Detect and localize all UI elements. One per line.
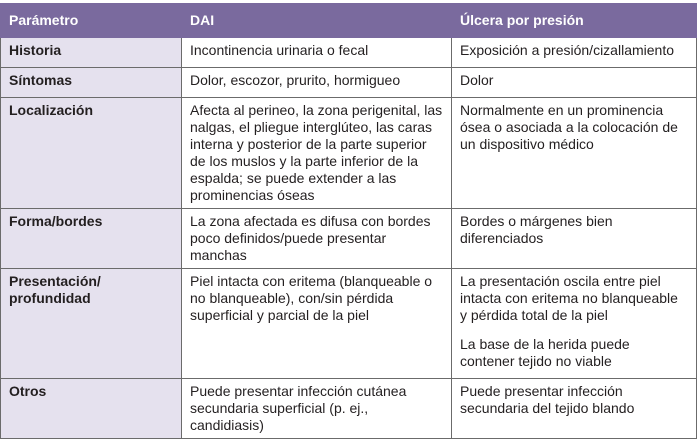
table-header-row: [1, 4, 697, 38]
table-row: [1, 269, 697, 379]
ulcera-text: Exposición a presión/cizallamiento: [460, 42, 674, 58]
ulcera-cell: [452, 269, 697, 379]
dai-cell: Puede presentar infección cutánea secundaria superficial (p. ej., candidiasis): [182, 379, 452, 439]
ulcera-text: Normalmente en un prominencia ósea o asociada a la colocación de un dispositivo médico: [460, 102, 678, 152]
table-row: [1, 38, 697, 68]
dai-cell: La zona afectada es difusa con bordes poco definidos/puede presentar manchas: [182, 209, 452, 269]
row-label: Otros: [1, 379, 182, 439]
header-ulcera: Úlcera por presión: [452, 4, 697, 38]
table-row: [1, 209, 697, 269]
ulcera-cell: [452, 38, 697, 68]
dai-cell: Afecta al perineo, la zona perigenital, las nalgas, el pliegue interglúteo, las caras interna y posterior de la parte superior de los muslos y la parte inferior de la espalda; se puede extender a las prominencias óseas: [182, 98, 452, 209]
table-row: [1, 98, 697, 209]
ulcera-cell: [452, 68, 697, 98]
ulcera-cell: [452, 209, 697, 269]
ulcera-cell: [452, 98, 697, 209]
ulcera-text: Bordes o márgenes bien diferenciados: [460, 213, 613, 246]
row-label: Localización: [1, 98, 182, 209]
ulcera-text: La base de la herida puede contener tejido no viable: [460, 336, 630, 369]
ulcera-text: Dolor: [460, 72, 494, 88]
table-row: [1, 379, 697, 439]
dai-cell: Incontinencia urinaria o fecal: [182, 38, 452, 68]
row-label: Forma/bordes: [1, 209, 182, 269]
table-row: [1, 68, 697, 98]
header-dai: DAI: [182, 4, 452, 38]
row-label: Historia: [1, 38, 182, 68]
dai-cell: Piel intacta con eritema (blanqueable o no blanqueable), con/sin pérdida superficial y parcial de la piel: [182, 269, 452, 379]
ulcera-text: La presentación oscila entre piel intacta con eritema no blanqueable y pérdida total de la piel: [460, 273, 678, 323]
ulcera-text: Puede presentar infección secundaria del tejido blando: [460, 383, 635, 416]
header-parametro: Parámetro: [1, 4, 182, 38]
dai-cell: Dolor, escozor, prurito, hormigueo: [182, 68, 452, 98]
row-label: Síntomas: [1, 68, 182, 98]
ulcera-cell: [452, 379, 697, 439]
row-label: Presentación/ profundidad: [1, 269, 182, 379]
comparison-table: [0, 3, 697, 439]
